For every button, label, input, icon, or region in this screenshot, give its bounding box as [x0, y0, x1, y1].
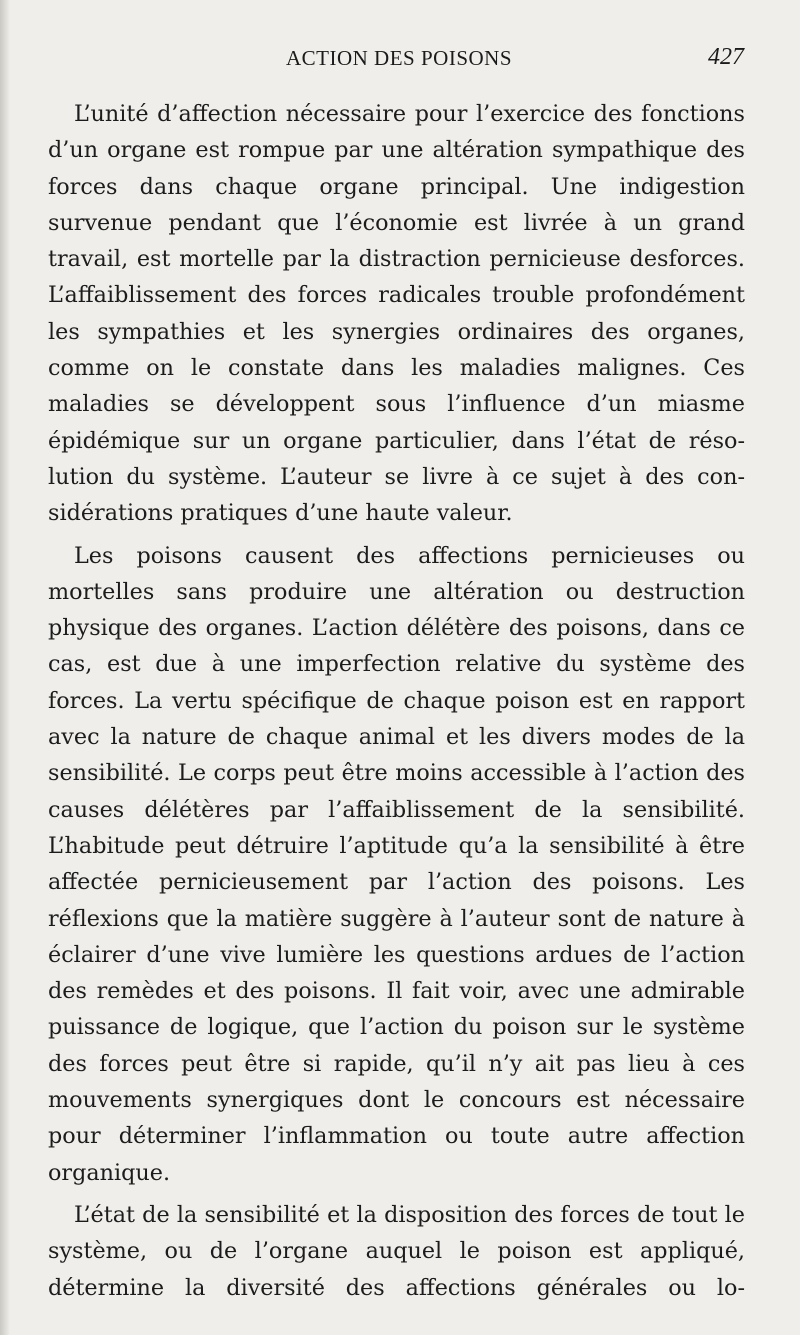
paragraph-3: L’état de la sensibilité et la disposition des forces de tout le système, ou de l’organe auquel le poison est appliqué, détermine la diversité des affections générales ou lo- [48, 1201, 745, 1301]
page-number: 427 [708, 44, 744, 70]
paragraph-1: L’unité d’affection nécessaire pour l’exercice des fonctions d’un organe est rompue par une altération sympathique des forces dans chaque organe principal. Une indigestion survenue pendant que l’économie est livrée à un grand travail, est mortelle par la distraction pernicieuse desforces. L’affaiblissement des forces radicales trouble profondément les sympathies et les synergies ordinaires des organes, comme on le constate dans les maladies malignes. Ces maladies se développent sous l’influence d’un miasme épidémique sur un organe particulier, dans l’état de résolution du système. L’auteur se livre à ce sujet à des considérations pratiques d’une haute valeur. [48, 101, 745, 527]
body-text [48, 96, 745, 1312]
running-title: ACTION DES POISONS [285, 46, 513, 70]
page-header [48, 44, 750, 76]
paragraph-2: Les poisons causent des affections pernicieuses ou mortelles sans produire une altération ou destruction physique des organes. L’action délétère des poisons, dans ce cas, est due à une imperfection relative du système des forces. La vertu spécifique de chaque poison est en rapport avec la nature de chaque animal et les divers modes de la sensibilité. Le corps peut être moins accessible à l’action des causes délétères par l’affaiblissement de la sensibilité. L’habitude peut détruire l’aptitude qu’a la sensibilité à être affectée pernicieusement par l’action des poisons. Les réflexions que la matière suggère à l’auteur sont de nature à éclairer d’une vive lumière les questions ardues de l’action des remèdes et des poisons. Il fait voir, avec une admirable puissance de logique, que l’action du poison sur le système des forces peut être si rapide, qu’il n’y ait pas lieu à ces mouvements synergiques dont le concours est nécessaire pour déterminer l’inflammation ou toute autre affection organique. [48, 542, 745, 1186]
